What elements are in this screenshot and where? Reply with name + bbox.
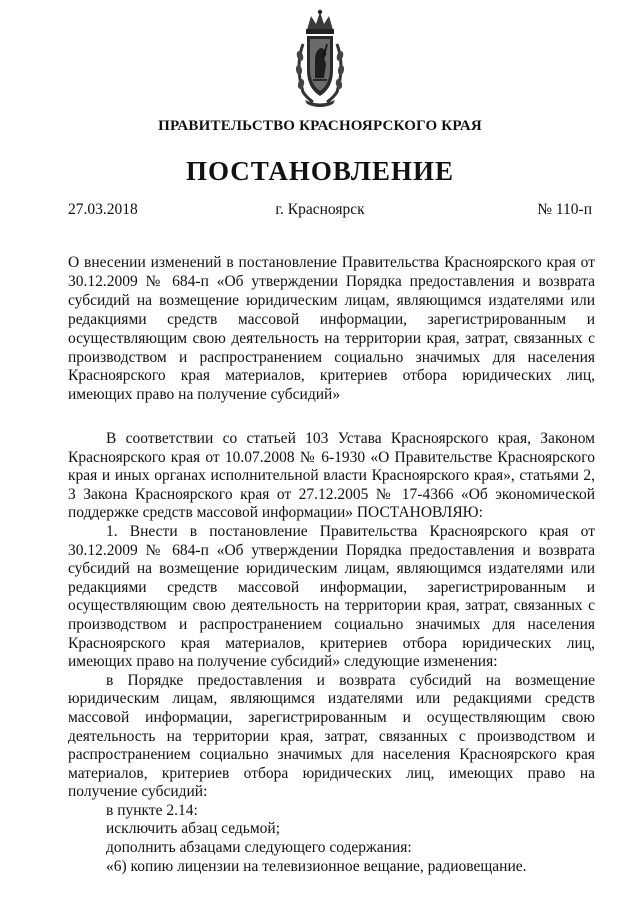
exclude-paragraph: исключить абзац седьмой;	[106, 820, 281, 838]
procedure-paragraph: в Порядке предоставления и возврата субсидий на возмещение юридическим лицам, являющимся издателями или редакциями средств массовой информации, зарегистрированным и осуществляющим свою деятельность на территории края, затрат, связанных с производством и распространением социально значимых для населения Красноярского края материалов, критериев отбора юридических лиц, имеющих право на получение субсидий:	[68, 671, 595, 801]
document-city: г. Красноярск	[275, 201, 365, 218]
document-date: 27.03.2018	[68, 201, 138, 218]
document-type-title: ПОСТАНОВЛЕНИЕ	[185, 156, 455, 186]
item-1-paragraph: 1. Внести в постановление Правительства Красноярского края от 30.12.2009 № 684-п «Об утверждении Порядка предоставления и возврата субсидий на возмещение юридическим лицам, являющимся издателями или редакциями средств массовой информации, зарегистрированным и осуществляющим свою деятельность на территории края, затрат, связанных с производством и распространением социально значимых для населения Красноярского края материалов, критериев отбора юридических лиц, имеющих право на получение субсидий» следующие изменения:	[68, 522, 595, 671]
point-2-14-paragraph: в пункте 2.14:	[106, 801, 198, 819]
quote-6-paragraph: «6) копию лицензии на телевизионное вещание, радиовещание.	[106, 857, 527, 875]
government-name: ПРАВИТЕЛЬСТВО КРАСНОЯРСКОГО КРАЯ	[158, 118, 482, 134]
preamble-paragraph: В соответствии со статьей 103 Устава Красноярского края, Законом Красноярского края от 10.07.2008 № 6-1930 «О Правительстве Красноярского края и иных органах исполнительной власти Красноярского края», статьями 2, 3 Закона Красноярского края от 27.12.2005 № 17-4366 «Об экономической поддержке средств массовой информации» ПОСТАНОВЛЯЮ:	[68, 430, 595, 522]
document-number: № 110-п	[537, 201, 592, 218]
document-body	[68, 430, 595, 876]
document-subject: О внесении изменений в постановление Правительства Красноярского края от 30.12.2009 № 684-п «Об утверждении Порядка предоставления и возврата субсидий на возмещение юридическим лицам, являющимся издателями или редакциями средств массовой информации, зарегистрированным и осуществляющим свою деятельность на территории края, затрат, связанных с производством и распространением социально значимых для населения Красноярского края материалов, критериев отбора юридических лиц, имеющих право на получение субсидий»	[68, 254, 595, 404]
coat-of-arms-icon	[293, 8, 347, 108]
add-paragraph: дополнить абзацами следующего содержания:	[106, 839, 412, 857]
